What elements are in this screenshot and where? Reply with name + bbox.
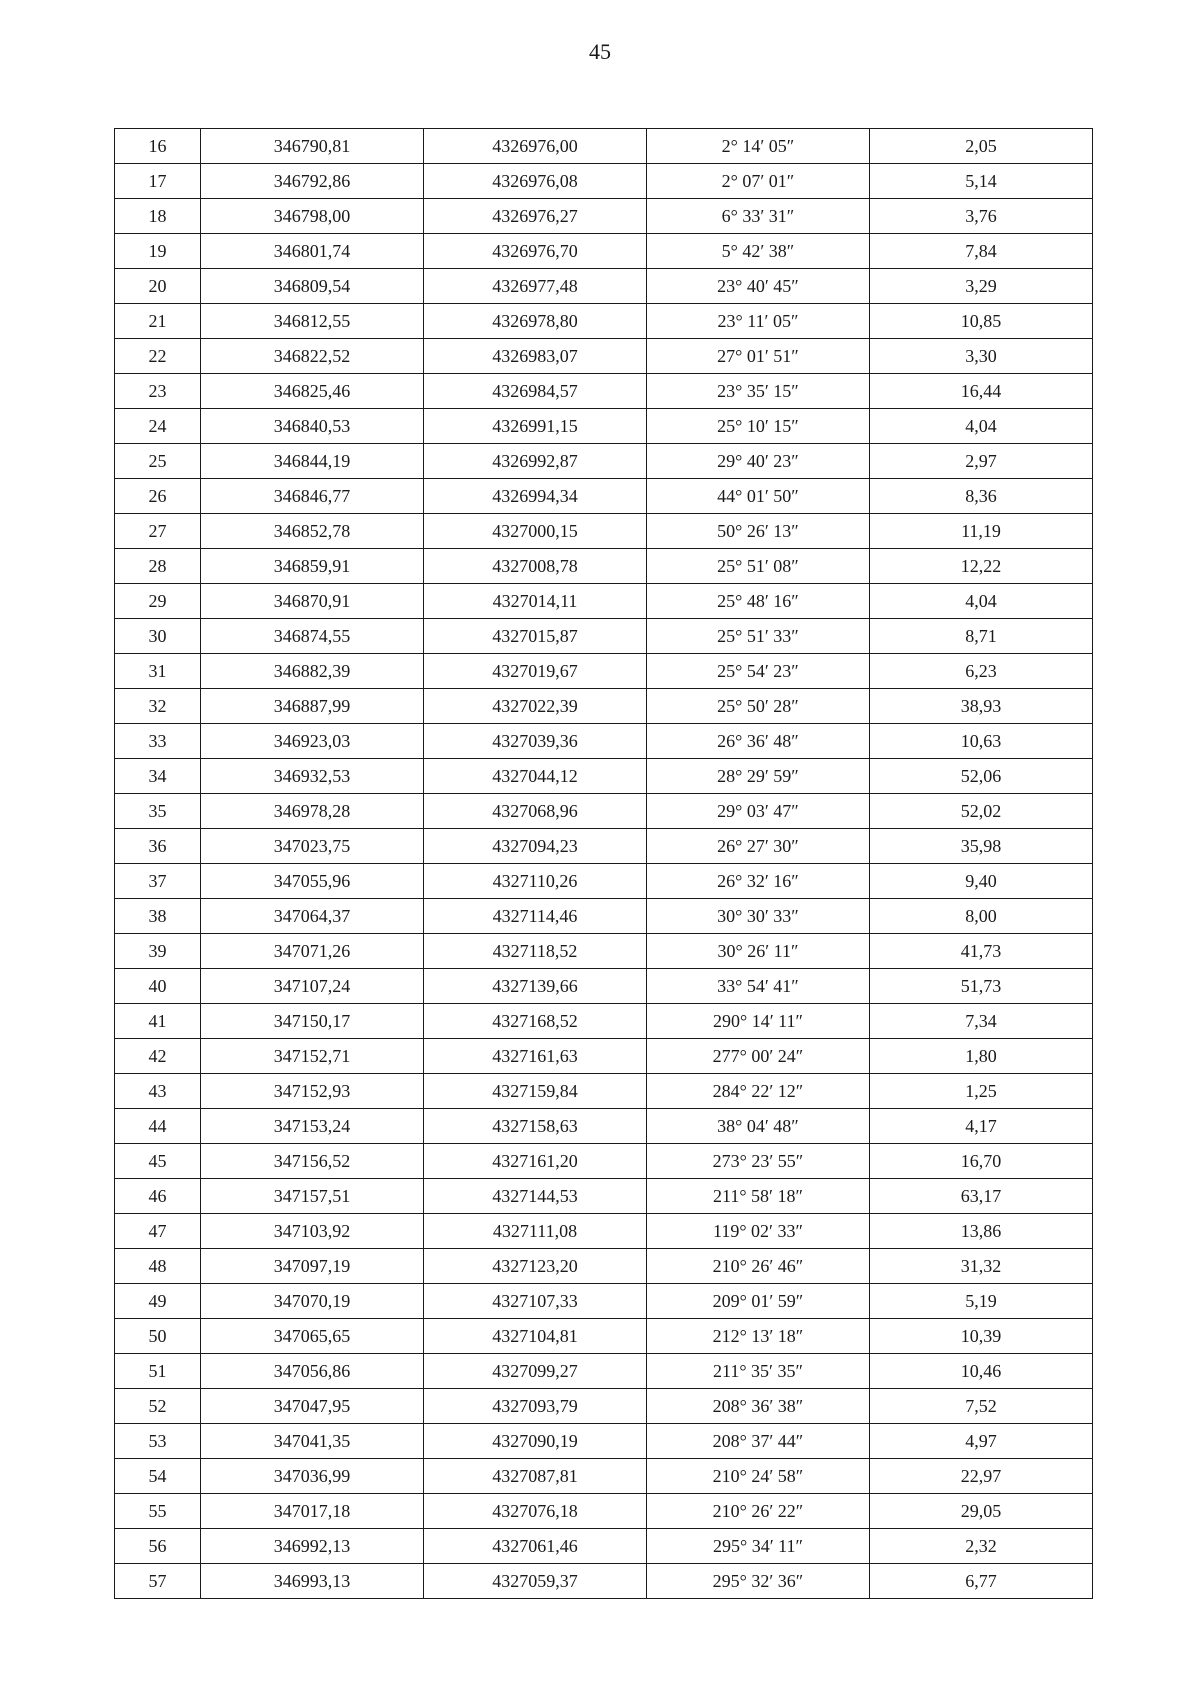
distance-cell: 51,73 — [870, 969, 1093, 1004]
direction-angle-cell: 23° 11′ 05″ — [647, 304, 870, 339]
y-coordinate-cell: 4327107,33 — [424, 1284, 647, 1319]
point-number-cell: 52 — [115, 1389, 201, 1424]
distance-cell: 2,05 — [870, 129, 1093, 164]
point-number-cell: 23 — [115, 374, 201, 409]
table-row — [115, 934, 1093, 969]
point-number-cell: 19 — [115, 234, 201, 269]
direction-angle-cell: 26° 36′ 48″ — [647, 724, 870, 759]
x-coordinate-cell: 347070,19 — [201, 1284, 424, 1319]
table-row — [115, 794, 1093, 829]
y-coordinate-cell: 4327114,46 — [424, 899, 647, 934]
direction-angle-cell: 25° 48′ 16″ — [647, 584, 870, 619]
direction-angle-cell: 6° 33′ 31″ — [647, 199, 870, 234]
distance-cell: 5,19 — [870, 1284, 1093, 1319]
distance-cell: 4,04 — [870, 584, 1093, 619]
y-coordinate-cell: 4326983,07 — [424, 339, 647, 374]
y-coordinate-cell: 4327059,37 — [424, 1564, 647, 1599]
x-coordinate-cell: 347056,86 — [201, 1354, 424, 1389]
direction-angle-cell: 25° 54′ 23″ — [647, 654, 870, 689]
point-number-cell: 17 — [115, 164, 201, 199]
x-coordinate-cell: 346809,54 — [201, 269, 424, 304]
distance-cell: 7,84 — [870, 234, 1093, 269]
direction-angle-cell: 208° 37′ 44″ — [647, 1424, 870, 1459]
distance-cell: 13,86 — [870, 1214, 1093, 1249]
x-coordinate-cell: 347064,37 — [201, 899, 424, 934]
direction-angle-cell: 25° 51′ 08″ — [647, 549, 870, 584]
y-coordinate-cell: 4327090,19 — [424, 1424, 647, 1459]
table-row — [115, 1319, 1093, 1354]
x-coordinate-cell: 347065,65 — [201, 1319, 424, 1354]
table-row — [115, 689, 1093, 724]
point-number-cell: 41 — [115, 1004, 201, 1039]
table-row — [115, 1529, 1093, 1564]
distance-cell: 2,97 — [870, 444, 1093, 479]
distance-cell: 52,06 — [870, 759, 1093, 794]
distance-cell: 41,73 — [870, 934, 1093, 969]
direction-angle-cell: 208° 36′ 38″ — [647, 1389, 870, 1424]
distance-cell: 35,98 — [870, 829, 1093, 864]
point-number-cell: 56 — [115, 1529, 201, 1564]
table-row — [115, 1039, 1093, 1074]
coordinates-table-body — [115, 129, 1093, 1599]
distance-cell: 1,80 — [870, 1039, 1093, 1074]
table-row — [115, 1004, 1093, 1039]
table-row — [115, 1284, 1093, 1319]
point-number-cell: 32 — [115, 689, 201, 724]
distance-cell: 6,77 — [870, 1564, 1093, 1599]
distance-cell: 3,30 — [870, 339, 1093, 374]
table-row — [115, 1564, 1093, 1599]
table-row — [115, 969, 1093, 1004]
table-row — [115, 1249, 1093, 1284]
y-coordinate-cell: 4327076,18 — [424, 1494, 647, 1529]
point-number-cell: 53 — [115, 1424, 201, 1459]
y-coordinate-cell: 4326991,15 — [424, 409, 647, 444]
distance-cell: 11,19 — [870, 514, 1093, 549]
direction-angle-cell: 26° 27′ 30″ — [647, 829, 870, 864]
x-coordinate-cell: 346840,53 — [201, 409, 424, 444]
direction-angle-cell: 5° 42′ 38″ — [647, 234, 870, 269]
distance-cell: 7,34 — [870, 1004, 1093, 1039]
direction-angle-cell: 2° 14′ 05″ — [647, 129, 870, 164]
direction-angle-cell: 30° 30′ 33″ — [647, 899, 870, 934]
table-row — [115, 339, 1093, 374]
table-row — [115, 269, 1093, 304]
y-coordinate-cell: 4327019,67 — [424, 654, 647, 689]
point-number-cell: 40 — [115, 969, 201, 1004]
distance-cell: 52,02 — [870, 794, 1093, 829]
direction-angle-cell: 38° 04′ 48″ — [647, 1109, 870, 1144]
x-coordinate-cell: 346859,91 — [201, 549, 424, 584]
y-coordinate-cell: 4327104,81 — [424, 1319, 647, 1354]
y-coordinate-cell: 4327118,52 — [424, 934, 647, 969]
point-number-cell: 55 — [115, 1494, 201, 1529]
point-number-cell: 27 — [115, 514, 201, 549]
table-row — [115, 234, 1093, 269]
point-number-cell: 42 — [115, 1039, 201, 1074]
y-coordinate-cell: 4327008,78 — [424, 549, 647, 584]
direction-angle-cell: 25° 50′ 28″ — [647, 689, 870, 724]
direction-angle-cell: 29° 03′ 47″ — [647, 794, 870, 829]
table-row — [115, 514, 1093, 549]
direction-angle-cell: 23° 40′ 45″ — [647, 269, 870, 304]
table-row — [115, 304, 1093, 339]
y-coordinate-cell: 4327014,11 — [424, 584, 647, 619]
direction-angle-cell: 2° 07′ 01″ — [647, 164, 870, 199]
direction-angle-cell: 295° 34′ 11″ — [647, 1529, 870, 1564]
table-row — [115, 864, 1093, 899]
point-number-cell: 37 — [115, 864, 201, 899]
direction-angle-cell: 211° 58′ 18″ — [647, 1179, 870, 1214]
direction-angle-cell: 27° 01′ 51″ — [647, 339, 870, 374]
table-row — [115, 1179, 1093, 1214]
y-coordinate-cell: 4327022,39 — [424, 689, 647, 724]
point-number-cell: 26 — [115, 479, 201, 514]
x-coordinate-cell: 347047,95 — [201, 1389, 424, 1424]
y-coordinate-cell: 4326976,70 — [424, 234, 647, 269]
x-coordinate-cell: 346792,86 — [201, 164, 424, 199]
y-coordinate-cell: 4326976,00 — [424, 129, 647, 164]
table-row — [115, 829, 1093, 864]
direction-angle-cell: 212° 13′ 18″ — [647, 1319, 870, 1354]
x-coordinate-cell: 346825,46 — [201, 374, 424, 409]
point-number-cell: 29 — [115, 584, 201, 619]
x-coordinate-cell: 347041,35 — [201, 1424, 424, 1459]
point-number-cell: 54 — [115, 1459, 201, 1494]
point-number-cell: 49 — [115, 1284, 201, 1319]
point-number-cell: 43 — [115, 1074, 201, 1109]
table-row — [115, 1214, 1093, 1249]
y-coordinate-cell: 4327094,23 — [424, 829, 647, 864]
x-coordinate-cell: 346852,78 — [201, 514, 424, 549]
distance-cell: 38,93 — [870, 689, 1093, 724]
direction-angle-cell: 23° 35′ 15″ — [647, 374, 870, 409]
distance-cell: 6,23 — [870, 654, 1093, 689]
direction-angle-cell: 211° 35′ 35″ — [647, 1354, 870, 1389]
direction-angle-cell: 50° 26′ 13″ — [647, 514, 870, 549]
x-coordinate-cell: 346932,53 — [201, 759, 424, 794]
distance-cell: 2,32 — [870, 1529, 1093, 1564]
point-number-cell: 35 — [115, 794, 201, 829]
direction-angle-cell: 26° 32′ 16″ — [647, 864, 870, 899]
distance-cell: 16,44 — [870, 374, 1093, 409]
x-coordinate-cell: 347017,18 — [201, 1494, 424, 1529]
y-coordinate-cell: 4326976,27 — [424, 199, 647, 234]
table-row — [115, 374, 1093, 409]
point-number-cell: 22 — [115, 339, 201, 374]
distance-cell: 4,17 — [870, 1109, 1093, 1144]
x-coordinate-cell: 346992,13 — [201, 1529, 424, 1564]
point-number-cell: 16 — [115, 129, 201, 164]
table-row — [115, 129, 1093, 164]
distance-cell: 8,00 — [870, 899, 1093, 934]
x-coordinate-cell: 346844,19 — [201, 444, 424, 479]
y-coordinate-cell: 4327123,20 — [424, 1249, 647, 1284]
y-coordinate-cell: 4327087,81 — [424, 1459, 647, 1494]
y-coordinate-cell: 4327161,63 — [424, 1039, 647, 1074]
point-number-cell: 39 — [115, 934, 201, 969]
distance-cell: 9,40 — [870, 864, 1093, 899]
table-row — [115, 724, 1093, 759]
x-coordinate-cell: 347150,17 — [201, 1004, 424, 1039]
direction-angle-cell: 277° 00′ 24″ — [647, 1039, 870, 1074]
y-coordinate-cell: 4326984,57 — [424, 374, 647, 409]
direction-angle-cell: 284° 22′ 12″ — [647, 1074, 870, 1109]
distance-cell: 12,22 — [870, 549, 1093, 584]
point-number-cell: 28 — [115, 549, 201, 584]
x-coordinate-cell: 346978,28 — [201, 794, 424, 829]
direction-angle-cell: 119° 02′ 33″ — [647, 1214, 870, 1249]
point-number-cell: 38 — [115, 899, 201, 934]
x-coordinate-cell: 347152,93 — [201, 1074, 424, 1109]
distance-cell: 8,36 — [870, 479, 1093, 514]
table-row — [115, 199, 1093, 234]
x-coordinate-cell: 346882,39 — [201, 654, 424, 689]
distance-cell: 10,63 — [870, 724, 1093, 759]
distance-cell: 22,97 — [870, 1459, 1093, 1494]
point-number-cell: 33 — [115, 724, 201, 759]
x-coordinate-cell: 347023,75 — [201, 829, 424, 864]
table-row — [115, 1109, 1093, 1144]
y-coordinate-cell: 4327099,27 — [424, 1354, 647, 1389]
x-coordinate-cell: 347157,51 — [201, 1179, 424, 1214]
y-coordinate-cell: 4327000,15 — [424, 514, 647, 549]
point-number-cell: 21 — [115, 304, 201, 339]
table-row — [115, 444, 1093, 479]
point-number-cell: 48 — [115, 1249, 201, 1284]
point-number-cell: 25 — [115, 444, 201, 479]
direction-angle-cell: 29° 40′ 23″ — [647, 444, 870, 479]
distance-cell: 3,76 — [870, 199, 1093, 234]
table-row — [115, 654, 1093, 689]
y-coordinate-cell: 4327111,08 — [424, 1214, 647, 1249]
point-number-cell: 46 — [115, 1179, 201, 1214]
y-coordinate-cell: 4326978,80 — [424, 304, 647, 339]
distance-cell: 63,17 — [870, 1179, 1093, 1214]
point-number-cell: 31 — [115, 654, 201, 689]
table-row — [115, 549, 1093, 584]
y-coordinate-cell: 4327139,66 — [424, 969, 647, 1004]
y-coordinate-cell: 4327159,84 — [424, 1074, 647, 1109]
distance-cell: 16,70 — [870, 1144, 1093, 1179]
point-number-cell: 24 — [115, 409, 201, 444]
x-coordinate-cell: 346822,52 — [201, 339, 424, 374]
direction-angle-cell: 44° 01′ 50″ — [647, 479, 870, 514]
distance-cell: 1,25 — [870, 1074, 1093, 1109]
direction-angle-cell: 28° 29′ 59″ — [647, 759, 870, 794]
distance-cell: 5,14 — [870, 164, 1093, 199]
point-number-cell: 57 — [115, 1564, 201, 1599]
point-number-cell: 45 — [115, 1144, 201, 1179]
distance-cell: 10,46 — [870, 1354, 1093, 1389]
direction-angle-cell: 209° 01′ 59″ — [647, 1284, 870, 1319]
x-coordinate-cell: 347152,71 — [201, 1039, 424, 1074]
x-coordinate-cell: 346874,55 — [201, 619, 424, 654]
x-coordinate-cell: 346993,13 — [201, 1564, 424, 1599]
x-coordinate-cell: 347071,26 — [201, 934, 424, 969]
direction-angle-cell: 30° 26′ 11″ — [647, 934, 870, 969]
direction-angle-cell: 210° 26′ 22″ — [647, 1494, 870, 1529]
point-number-cell: 34 — [115, 759, 201, 794]
x-coordinate-cell: 347103,92 — [201, 1214, 424, 1249]
direction-angle-cell: 295° 32′ 36″ — [647, 1564, 870, 1599]
table-row — [115, 1144, 1093, 1179]
direction-angle-cell: 273° 23′ 55″ — [647, 1144, 870, 1179]
y-coordinate-cell: 4327093,79 — [424, 1389, 647, 1424]
point-number-cell: 44 — [115, 1109, 201, 1144]
point-number-cell: 51 — [115, 1354, 201, 1389]
table-row — [115, 164, 1093, 199]
y-coordinate-cell: 4327158,63 — [424, 1109, 647, 1144]
y-coordinate-cell: 4327161,20 — [424, 1144, 647, 1179]
x-coordinate-cell: 347107,24 — [201, 969, 424, 1004]
distance-cell: 10,39 — [870, 1319, 1093, 1354]
direction-angle-cell: 210° 26′ 46″ — [647, 1249, 870, 1284]
y-coordinate-cell: 4327039,36 — [424, 724, 647, 759]
page-number: 45 — [589, 39, 611, 64]
x-coordinate-cell: 346870,91 — [201, 584, 424, 619]
table-row — [115, 479, 1093, 514]
x-coordinate-cell: 347036,99 — [201, 1459, 424, 1494]
table-row — [115, 1494, 1093, 1529]
distance-cell: 4,97 — [870, 1424, 1093, 1459]
y-coordinate-cell: 4326977,48 — [424, 269, 647, 304]
y-coordinate-cell: 4327044,12 — [424, 759, 647, 794]
point-number-cell: 18 — [115, 199, 201, 234]
table-row — [115, 1389, 1093, 1424]
x-coordinate-cell: 346812,55 — [201, 304, 424, 339]
x-coordinate-cell: 346923,03 — [201, 724, 424, 759]
direction-angle-cell: 33° 54′ 41″ — [647, 969, 870, 1004]
x-coordinate-cell: 346846,77 — [201, 479, 424, 514]
distance-cell: 3,29 — [870, 269, 1093, 304]
distance-cell: 8,71 — [870, 619, 1093, 654]
x-coordinate-cell: 346790,81 — [201, 129, 424, 164]
table-row — [115, 619, 1093, 654]
distance-cell: 31,32 — [870, 1249, 1093, 1284]
point-number-cell: 47 — [115, 1214, 201, 1249]
y-coordinate-cell: 4327110,26 — [424, 864, 647, 899]
distance-cell: 7,52 — [870, 1389, 1093, 1424]
point-number-cell: 30 — [115, 619, 201, 654]
y-coordinate-cell: 4327068,96 — [424, 794, 647, 829]
table-row — [115, 899, 1093, 934]
point-number-cell: 50 — [115, 1319, 201, 1354]
direction-angle-cell: 290° 14′ 11″ — [647, 1004, 870, 1039]
table-row — [115, 584, 1093, 619]
y-coordinate-cell: 4326976,08 — [424, 164, 647, 199]
table-row — [115, 1354, 1093, 1389]
y-coordinate-cell: 4326992,87 — [424, 444, 647, 479]
direction-angle-cell: 25° 51′ 33″ — [647, 619, 870, 654]
x-coordinate-cell: 347097,19 — [201, 1249, 424, 1284]
y-coordinate-cell: 4327144,53 — [424, 1179, 647, 1214]
point-number-cell: 36 — [115, 829, 201, 864]
table-row — [115, 1424, 1093, 1459]
y-coordinate-cell: 4327061,46 — [424, 1529, 647, 1564]
x-coordinate-cell: 346887,99 — [201, 689, 424, 724]
table-row — [115, 409, 1093, 444]
x-coordinate-cell: 347055,96 — [201, 864, 424, 899]
point-number-cell: 20 — [115, 269, 201, 304]
y-coordinate-cell: 4327015,87 — [424, 619, 647, 654]
x-coordinate-cell: 347156,52 — [201, 1144, 424, 1179]
x-coordinate-cell: 346798,00 — [201, 199, 424, 234]
table-row — [115, 1074, 1093, 1109]
coordinates-table — [114, 128, 1093, 1599]
distance-cell: 29,05 — [870, 1494, 1093, 1529]
distance-cell: 4,04 — [870, 409, 1093, 444]
x-coordinate-cell: 346801,74 — [201, 234, 424, 269]
table-row — [115, 759, 1093, 794]
distance-cell: 10,85 — [870, 304, 1093, 339]
y-coordinate-cell: 4326994,34 — [424, 479, 647, 514]
y-coordinate-cell: 4327168,52 — [424, 1004, 647, 1039]
direction-angle-cell: 210° 24′ 58″ — [647, 1459, 870, 1494]
direction-angle-cell: 25° 10′ 15″ — [647, 409, 870, 444]
table-row — [115, 1459, 1093, 1494]
x-coordinate-cell: 347153,24 — [201, 1109, 424, 1144]
